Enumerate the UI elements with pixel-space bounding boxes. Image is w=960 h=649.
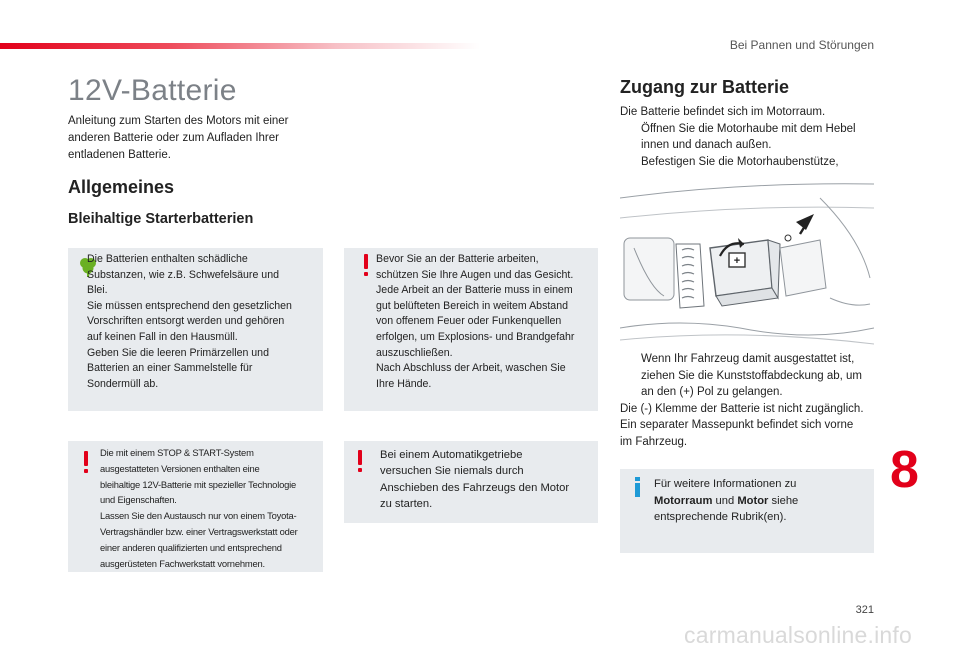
battery-access-text (620, 104, 880, 170)
battery-subheading: Bleihaltige Starterbatterien (68, 211, 254, 227)
access-step-line: an den (+) Pol zu gelangen. (641, 386, 783, 398)
stop-start-line: bleihaltige 12V-Batterie mit spezieller Technologie (100, 478, 296, 490)
eco-line: Die Batterien enthalten schädliche (87, 253, 248, 265)
engine-bay-illustration (620, 178, 874, 346)
stop-start-warning-box (68, 441, 323, 572)
access-step (620, 351, 880, 401)
automatic-line: zu starten. (380, 497, 433, 510)
info-line: Für weitere Informationen zu (654, 478, 797, 490)
plus-terminal-label: + (733, 255, 741, 267)
access-step (620, 121, 880, 154)
access-step (620, 154, 880, 171)
info-bold-engine-bay: Motorraum (654, 494, 713, 507)
chapter-number: 8 (890, 441, 919, 499)
page-title: 12V-Batterie (68, 74, 237, 107)
watermark: carmanualsonline.info (684, 622, 912, 648)
warning-icon (356, 450, 364, 472)
access-step-line: Wenn Ihr Fahrzeug damit ausgestattet ist, (641, 353, 855, 365)
battery-access-heading: Zugang zur Batterie (620, 77, 790, 97)
safety-line: auszuschließen. (376, 346, 453, 359)
stop-start-line: Lassen Sie den Austausch nur von einem Toyota- (100, 510, 297, 522)
access-step-line: Befestigen Sie die Motorhaubenstütze, (641, 155, 839, 168)
automatic-line: versuchen Sie niemals durch (380, 465, 524, 478)
info-icon (634, 477, 642, 497)
warning-icon (362, 254, 370, 276)
safety-line: Nach Abschluss der Arbeit, waschen Sie (376, 362, 566, 375)
stop-start-warning-text (100, 445, 322, 571)
safety-line: schützen Sie Ihre Augen und das Gesicht. (376, 268, 574, 281)
info-text (654, 476, 870, 526)
stop-start-line: Vertragshändler bzw. einer Vertragswerkstatt oder (100, 525, 298, 537)
automatic-line: Bei einem Automatikgetriebe (380, 449, 523, 461)
eco-line: Sie müssen entsprechend den gesetzlichen (87, 299, 292, 312)
page-number: 321 (855, 604, 874, 616)
safety-warning-box (344, 248, 598, 411)
after-illustration-text (620, 351, 880, 450)
info-line: entsprechende Rubrik(en). (654, 511, 787, 523)
safety-line: gut belüfteten Bereich in weitem Abstand (376, 299, 568, 312)
eco-line: Vorschriften entsorgt werden und gehören (87, 315, 285, 328)
safety-line: Bevor Sie an der Batterie arbeiten, (376, 253, 539, 265)
access-step-line: ziehen Sie die Kunststoffabdeckung ab, um (641, 369, 862, 382)
access-step-line: Öffnen Sie die Motorhaube mit dem Hebel (641, 122, 856, 135)
stop-start-line: und Eigenschaften. (100, 494, 177, 506)
access-step-line: innen und danach außen. (641, 139, 772, 151)
warning-icon (82, 451, 90, 473)
eco-line: Substanzen, wie z.B. Schwefelsäure und (87, 268, 279, 281)
automatic-gearbox-warning-text (380, 447, 595, 512)
eco-note-box (68, 248, 323, 411)
intro-text: Anleitung zum Starten des Motors mit einer anderen Batterie oder zum Aufladen Ihrer entladenen Batterie. (68, 115, 289, 161)
eco-note-text (87, 252, 319, 392)
info-line (654, 493, 870, 510)
safety-line: Ihre Hände. (376, 377, 432, 390)
safety-warning-text (376, 252, 596, 392)
safety-line: Jede Arbeit an der Batterie muss in einem (376, 284, 573, 297)
eco-line: Batterien an einer Sammelstelle für (87, 362, 253, 375)
eco-line: Sondermüll ab. (87, 377, 159, 390)
info-conjunction: und (712, 494, 738, 507)
header-accent-bar (0, 43, 480, 49)
general-heading: Allgemeines (68, 177, 175, 197)
stop-start-line: Die mit einem STOP & START-System (100, 447, 254, 458)
stop-start-line: einer anderen qualifizierten und entsprechend (100, 541, 282, 553)
note-line: im Fahrzeug. (620, 435, 688, 448)
info-box (620, 469, 874, 553)
stop-start-line: ausgerüsteten Fachwerkstatt vornehmen. (100, 557, 265, 569)
stop-start-line: ausgestatteten Versionen enthalten eine (100, 462, 260, 474)
automatic-gearbox-warning-box (344, 441, 598, 523)
eco-line: auf keinen Fall in den Hausmüll. (87, 330, 238, 343)
note-line: Ein separater Massepunkt befindet sich vorne (620, 419, 854, 431)
section-title: Bei Pannen und Störungen (729, 38, 874, 52)
info-bold-engine: Motor (737, 494, 769, 507)
note-line: Die (-) Klemme der Batterie ist nicht zugänglich. (620, 402, 864, 415)
eco-line: Blei. (87, 284, 108, 297)
eco-line: Geben Sie die leeren Primärzellen und (87, 346, 269, 359)
safety-line: erfolgen, um Explosions- und Brandgefahr (376, 330, 575, 343)
safety-line: von offenem Feuer oder Funkenquellen (376, 315, 562, 328)
automatic-line: Anschieben des Fahrzeugs den Motor (380, 481, 570, 494)
access-intro: Die Batterie befindet sich im Motorraum. (620, 106, 826, 118)
info-see: siehe (768, 494, 799, 507)
